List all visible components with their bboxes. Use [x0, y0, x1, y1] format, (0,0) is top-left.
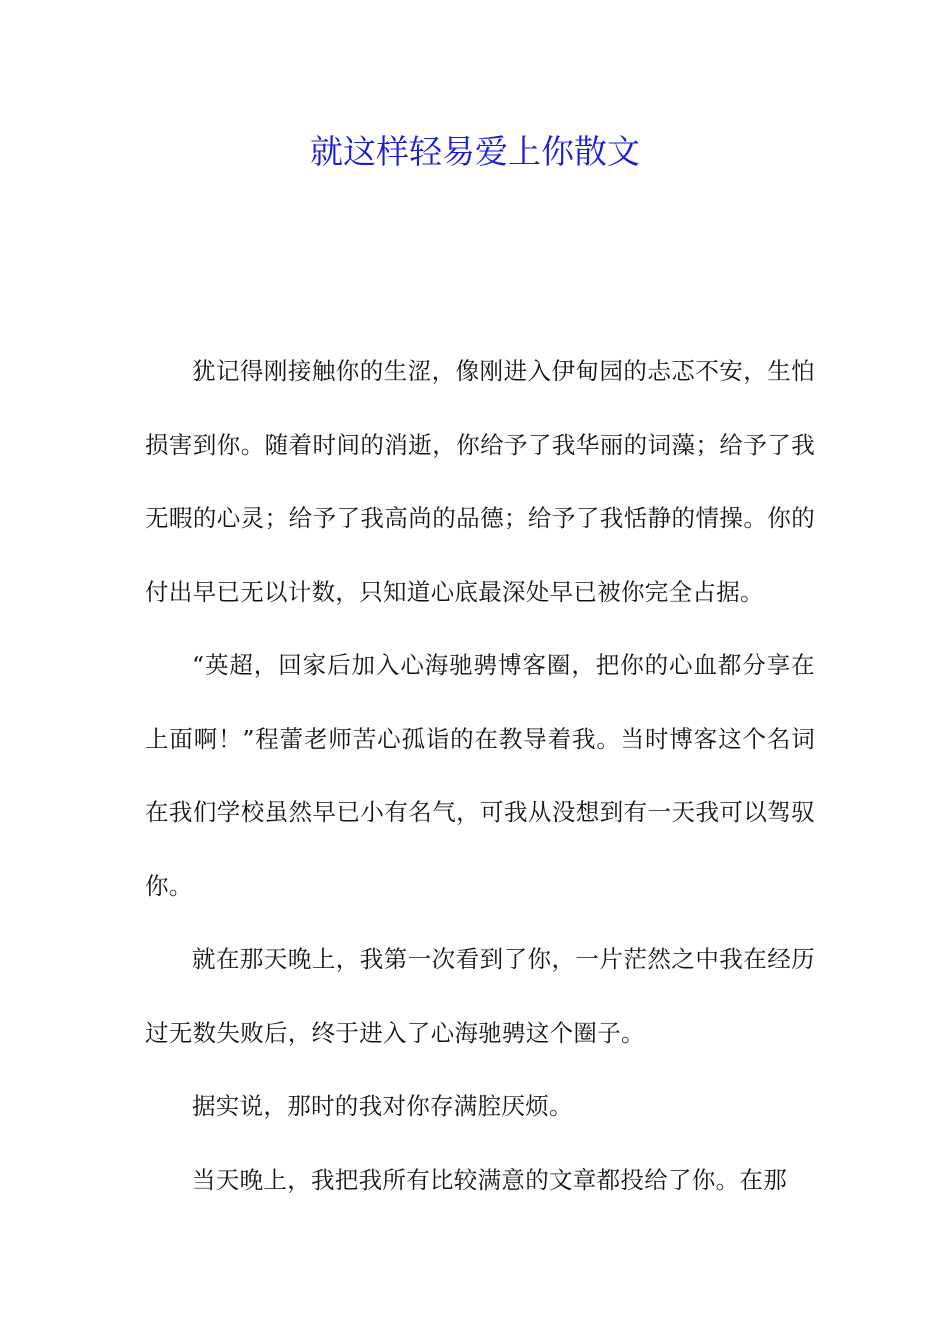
paragraph-1: 犹记得刚接触你的生涩，像刚进入伊甸园的忐忑不安，生怕损害到你。随着时间的消逝，你给予了我华丽的词藻；给予了我无暇的心灵；给予了我高尚的品德；给予了我恬静的情操。你的付出早已无以计数，只知道心底最深处早已被你完全占据。 [145, 357, 815, 606]
paragraph-3: 就在那天晚上，我第一次看到了你，一片茫然之中我在经历过无数失败后，终于进入了心海驰骋这个圈子。 [145, 945, 815, 1047]
paragraph-2: “英超，回家后加入心海驰骋博客圈，把你的心血都分享在上面啊！”程蕾老师苦心孤诣的在教导着我。当时博客这个名词在我们学校虽然早已小有名气，可我从没想到有一天我可以驾驭你。 [145, 651, 815, 900]
paragraph-5: 当天晚上，我把我所有比较满意的文章都投给了你。在那 [192, 1165, 787, 1194]
document-title: 就这样轻易爱上你散文 [310, 132, 640, 171]
paragraph-4: 据实说，那时的我对你存满腔厌烦。 [192, 1092, 573, 1120]
document-body [145, 335, 815, 1217]
